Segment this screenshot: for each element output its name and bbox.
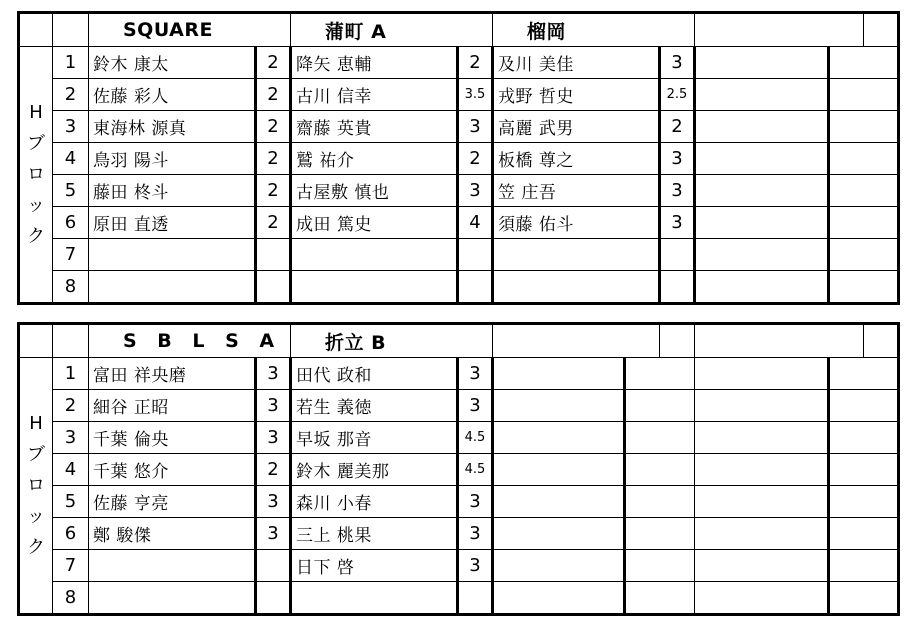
player-score-empty	[625, 550, 695, 582]
player-name: 藤田 柊斗	[89, 175, 256, 207]
player-score: 2	[256, 47, 291, 79]
player-name	[291, 239, 458, 271]
player-name: 板橋 尊之	[493, 143, 660, 175]
block-label-char: ク	[27, 537, 45, 558]
row-number: 7	[53, 239, 89, 271]
player-score-empty	[829, 207, 899, 239]
player-score	[256, 239, 291, 271]
player-name-empty	[695, 518, 829, 550]
player-score-empty	[829, 47, 899, 79]
player-name-empty	[695, 422, 829, 454]
player-name	[89, 550, 256, 582]
player-name-empty	[493, 486, 625, 518]
player-name-empty	[493, 582, 625, 615]
player-score-empty	[829, 239, 899, 271]
player-name: 高麗 武男	[493, 111, 660, 143]
row-number: 4	[53, 454, 89, 486]
player-name: 成田 篤史	[291, 207, 458, 239]
player-score: 3	[458, 175, 493, 207]
team-name-empty	[493, 324, 660, 358]
player-name: 戎野 哲史	[493, 79, 660, 111]
player-name-empty	[695, 582, 829, 615]
player-score: 2	[458, 47, 493, 79]
player-name-empty	[493, 358, 625, 390]
player-name	[493, 271, 660, 304]
block-label-char: ク	[27, 226, 45, 247]
team-name-kabanomachi-a: 蒲町 A	[291, 13, 493, 47]
block-label-char: ブ	[27, 444, 45, 465]
player-name-empty	[695, 239, 829, 271]
player-name-empty	[695, 111, 829, 143]
player-score: 4	[458, 207, 493, 239]
player-name: 須藤 佑斗	[493, 207, 660, 239]
row-number: 3	[53, 111, 89, 143]
player-score-empty	[829, 111, 899, 143]
team-name-square: SQUARE	[89, 13, 291, 47]
player-name: 佐藤 彩人	[89, 79, 256, 111]
player-name-empty	[695, 271, 829, 304]
player-name-empty	[493, 518, 625, 550]
player-score-empty	[625, 358, 695, 390]
player-name: 及川 美佳	[493, 47, 660, 79]
player-score: 2	[256, 111, 291, 143]
player-name-empty	[695, 454, 829, 486]
player-score: 3	[458, 358, 493, 390]
player-score	[256, 271, 291, 304]
row-number: 8	[53, 582, 89, 615]
player-name	[89, 239, 256, 271]
header-blank-end	[864, 324, 899, 358]
player-score: 3	[660, 207, 695, 239]
player-score-empty	[829, 175, 899, 207]
player-name: 鈴木 麗美那	[291, 454, 458, 486]
player-name	[291, 271, 458, 304]
player-score: 2	[458, 143, 493, 175]
player-name-empty	[695, 47, 829, 79]
player-score-empty	[829, 518, 899, 550]
row-number: 3	[53, 422, 89, 454]
h-block-roster-table-2	[17, 322, 900, 616]
player-score: 3.5	[458, 79, 493, 111]
player-score-empty	[829, 550, 899, 582]
player-score-empty	[829, 271, 899, 304]
player-score-empty	[625, 582, 695, 615]
player-score: 3	[458, 486, 493, 518]
player-score: 4.5	[458, 422, 493, 454]
player-name: 鈴木 康太	[89, 47, 256, 79]
player-name	[493, 239, 660, 271]
player-name: 富田 祥央磨	[89, 358, 256, 390]
team-name-tsutsujigaoka: 榴岡	[493, 13, 695, 47]
block-label-char: ッ	[27, 195, 45, 216]
player-score-empty	[829, 454, 899, 486]
player-score: 3	[256, 390, 291, 422]
team-name-sblsa: S B L S A	[89, 324, 291, 358]
player-name-empty	[695, 79, 829, 111]
row-number: 2	[53, 390, 89, 422]
block-label-char: ロ	[27, 475, 45, 496]
player-score-empty	[625, 518, 695, 550]
player-score-empty	[625, 454, 695, 486]
h-block-label	[19, 47, 53, 304]
player-score-empty	[829, 390, 899, 422]
player-score-empty	[625, 422, 695, 454]
player-score	[458, 582, 493, 615]
player-score-empty	[829, 358, 899, 390]
player-name: 古川 信幸	[291, 79, 458, 111]
row-number: 6	[53, 207, 89, 239]
player-score-empty	[625, 486, 695, 518]
player-name: 鳥羽 陽斗	[89, 143, 256, 175]
row-number: 2	[53, 79, 89, 111]
player-score: 2	[256, 207, 291, 239]
row-number: 7	[53, 550, 89, 582]
player-score	[458, 271, 493, 304]
row-number: 5	[53, 175, 89, 207]
player-name: 原田 直透	[89, 207, 256, 239]
player-score: 3	[458, 550, 493, 582]
player-score	[256, 550, 291, 582]
player-name: 古屋敷 慎也	[291, 175, 458, 207]
player-name	[89, 271, 256, 304]
player-name-empty	[695, 143, 829, 175]
row-number: 1	[53, 358, 89, 390]
player-score: 3	[256, 358, 291, 390]
player-score: 3	[256, 486, 291, 518]
corner-cell	[19, 324, 53, 358]
row-number: 4	[53, 143, 89, 175]
player-score: 2.5	[660, 79, 695, 111]
player-name-empty	[493, 550, 625, 582]
player-score: 2	[256, 454, 291, 486]
player-name: 笠 庄吾	[493, 175, 660, 207]
header-blank	[53, 324, 89, 358]
player-name: 鄭 駿傑	[89, 518, 256, 550]
player-name-empty	[695, 358, 829, 390]
block-label-char: ブ	[27, 133, 45, 154]
player-name-empty	[695, 390, 829, 422]
player-name: 佐藤 亨亮	[89, 486, 256, 518]
player-score: 3	[458, 111, 493, 143]
block-label-char: ッ	[27, 506, 45, 527]
h-block-roster-table-1	[17, 11, 900, 305]
player-name: 千葉 悠介	[89, 454, 256, 486]
player-name: 田代 政和	[291, 358, 458, 390]
player-score	[458, 239, 493, 271]
player-score: 3	[458, 518, 493, 550]
row-number: 6	[53, 518, 89, 550]
h-block-label	[19, 358, 53, 615]
player-score-empty	[829, 143, 899, 175]
row-number: 5	[53, 486, 89, 518]
player-score-empty	[829, 422, 899, 454]
player-name: 日下 啓	[291, 550, 458, 582]
header-blank-end	[864, 13, 899, 47]
block-label-char: H	[29, 413, 43, 434]
player-name: 鷲 祐介	[291, 143, 458, 175]
player-name: 若生 義徳	[291, 390, 458, 422]
block-label-char: ロ	[27, 164, 45, 185]
player-score: 3	[660, 143, 695, 175]
player-name: 三上 桃果	[291, 518, 458, 550]
player-score	[660, 239, 695, 271]
player-score-empty	[625, 390, 695, 422]
player-score: 4.5	[458, 454, 493, 486]
player-score: 3	[660, 175, 695, 207]
player-name-empty	[695, 207, 829, 239]
row-number: 8	[53, 271, 89, 304]
player-score-empty	[829, 486, 899, 518]
player-score: 3	[256, 422, 291, 454]
player-name-empty	[493, 454, 625, 486]
player-score: 2	[256, 175, 291, 207]
player-score	[256, 582, 291, 615]
player-score-empty	[829, 79, 899, 111]
player-name	[291, 582, 458, 615]
team-name-oritate-b: 折立 B	[291, 324, 493, 358]
player-name	[89, 582, 256, 615]
player-name: 森川 小春	[291, 486, 458, 518]
player-score	[660, 271, 695, 304]
player-name: 早坂 那音	[291, 422, 458, 454]
player-name: 齋藤 英貴	[291, 111, 458, 143]
player-name-empty	[695, 175, 829, 207]
player-score: 2	[256, 143, 291, 175]
player-score: 3	[256, 518, 291, 550]
player-score: 3	[660, 47, 695, 79]
row-number: 1	[53, 47, 89, 79]
header-blank-mid	[660, 324, 695, 358]
player-name: 降矢 恵輔	[291, 47, 458, 79]
player-name-empty	[493, 422, 625, 454]
team-name-empty	[695, 324, 864, 358]
player-score-empty	[829, 582, 899, 615]
player-score: 3	[458, 390, 493, 422]
player-score: 2	[660, 111, 695, 143]
player-name-empty	[695, 486, 829, 518]
player-name-empty	[695, 550, 829, 582]
player-name: 東海林 源真	[89, 111, 256, 143]
team-name-empty	[695, 13, 864, 47]
player-name: 細谷 正昭	[89, 390, 256, 422]
block-label-char: H	[29, 102, 43, 123]
corner-cell	[19, 13, 53, 47]
player-score: 2	[256, 79, 291, 111]
player-name: 千葉 倫央	[89, 422, 256, 454]
player-name-empty	[493, 390, 625, 422]
header-blank	[53, 13, 89, 47]
